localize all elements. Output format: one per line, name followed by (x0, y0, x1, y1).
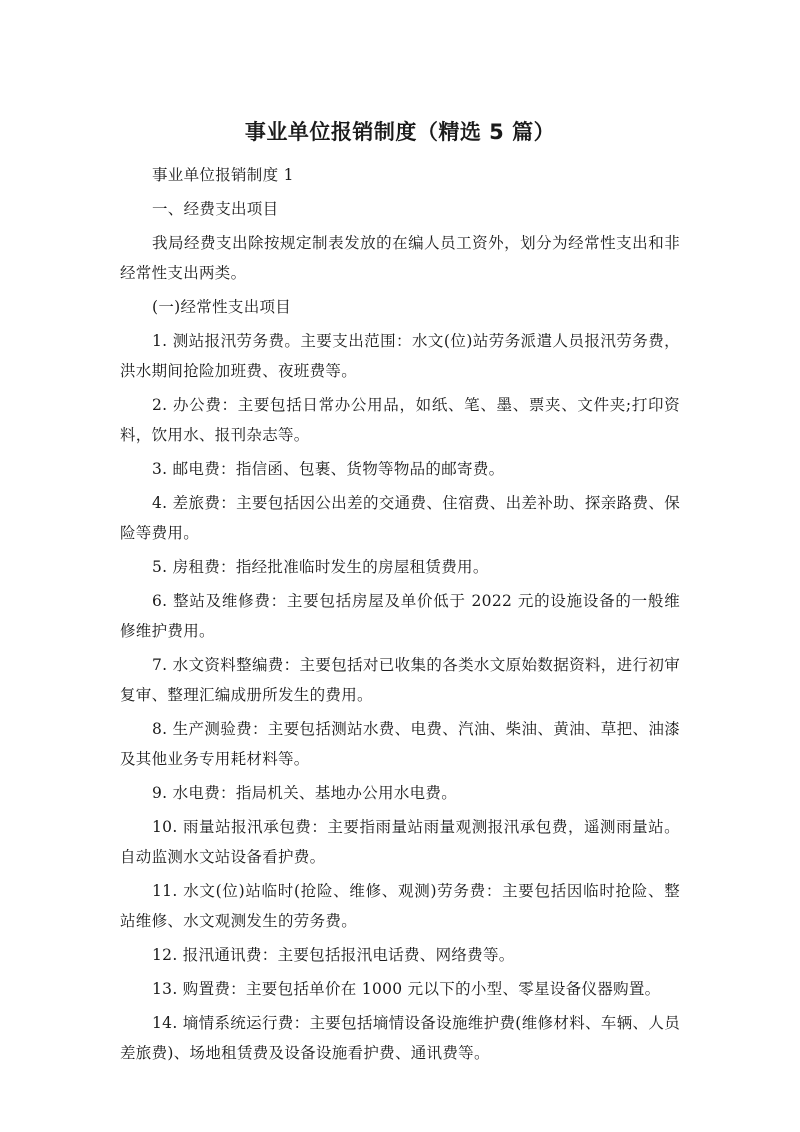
paragraph: 9. 水电费：指局机关、基地办公用水电费。 (152, 784, 458, 802)
paragraph: 4. 差旅费：主要包括因公出差的交通费、住宿费、出差补助、探亲路费、保险等费用。 (120, 494, 680, 542)
paragraph: 2. 办公费：主要包括日常办公用品，如纸、笔、墨、票夹、文件夹;打印资料，饮用水、报刊杂志等。 (120, 396, 680, 444)
paragraph: 5. 房租费：指经批准临时发生的房屋租赁费用。 (152, 558, 489, 576)
paragraph: 3. 邮电费：指信函、包裹、货物等物品的邮寄费。 (152, 460, 505, 478)
paragraph: 一、经费支出项目 (152, 200, 279, 218)
paragraph: 7. 水文资料整编费：主要包括对已收集的各类水文原始数据资料，进行初审复审、整理汇编成册所发生的费用。 (120, 656, 680, 704)
paragraph: 10. 雨量站报汛承包费：主要指雨量站雨量观测报汛承包费，遥测雨量站。自动监测水文站设备看护费。 (120, 818, 680, 866)
paragraph: 12. 报汛通讯费：主要包括报汛电话费、网络费等。 (152, 946, 515, 964)
document-title: 事业单位报销制度（精选 5 篇） (244, 120, 556, 144)
paragraph: 14. 墒情系统运行费：主要包括墒情设备设施维护费(维修材料、车辆、人员差旅费)、场地租赁费及设备设施看护费、通讯费等。 (120, 1014, 680, 1062)
paragraph: (一)经常性支出项目 (152, 298, 292, 316)
paragraph: 13. 购置费：主要包括单价在 1000 元以下的小型、零星设备仪器购置。 (152, 980, 661, 998)
paragraph: 1. 测站报汛劳务费。主要支出范围：水文(位)站劳务派遣人员报汛劳务费，洪水期间抢险加班费、夜班费等。 (120, 332, 680, 380)
paragraph: 6. 整站及维修费：主要包括房屋及单价低于 2022 元的设施设备的一般维修维护费用。 (120, 592, 680, 640)
paragraph: 我局经费支出除按规定制表发放的在编人员工资外，划分为经常性支出和非经常性支出两类。 (120, 234, 680, 282)
paragraph: 11. 水文(位)站临时(抢险、维修、观测)劳务费：主要包括因临时抢险、整站维修、水文观测发生的劳务费。 (120, 882, 680, 930)
paragraph: 事业单位报销制度 1 (152, 166, 294, 184)
document-body (120, 160, 680, 1072)
paragraph: 8. 生产测验费：主要包括测站水费、电费、汽油、柴油、黄油、草把、油漆及其他业务专用耗材料等。 (120, 720, 680, 768)
